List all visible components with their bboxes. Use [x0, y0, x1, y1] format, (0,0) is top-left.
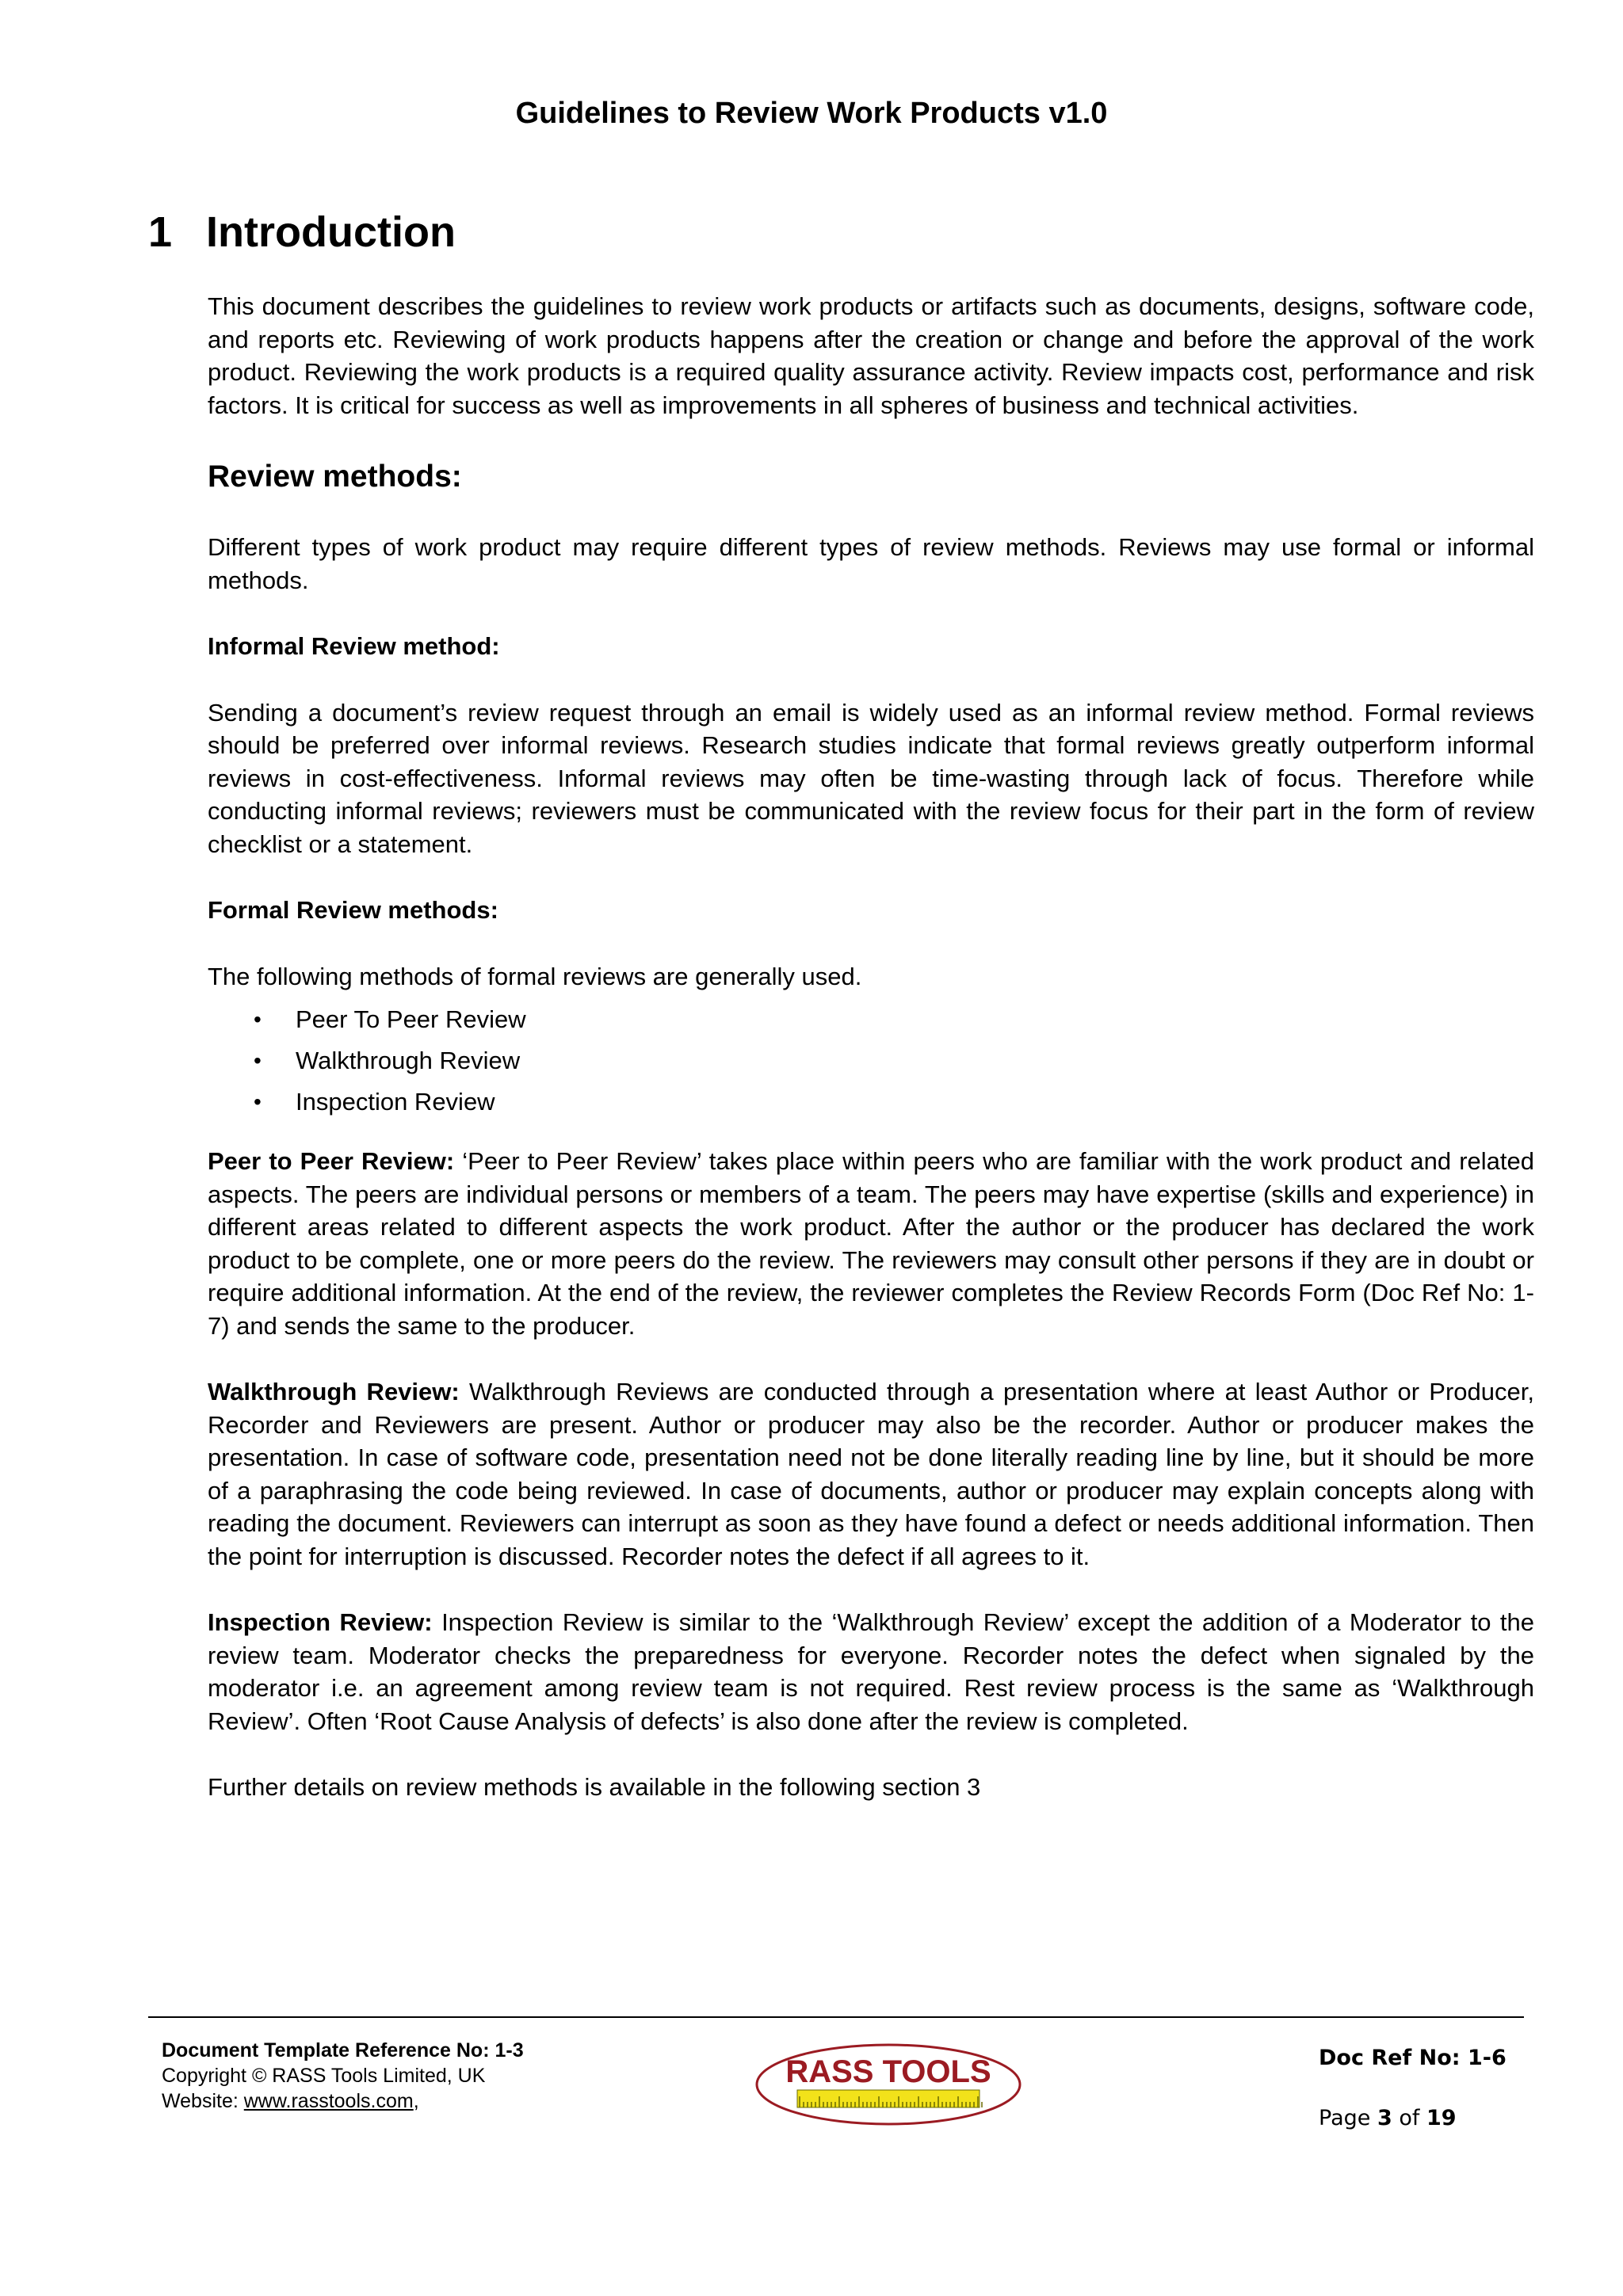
- peer-text: ‘Peer to Peer Review’ takes place within peers who are familiar with the work product and related aspects. The peers are individual persons or members of a team. The peers may have expertise (skills and experience) in different areas related to different aspects the work product. After the author or the producer has declared the work product to be complete, one or more peers do the review. The reviewers may consult other persons if they are in doubt or require additional information. At the end of the review, the reviewer completes the Review Records Form (Doc Ref No: 1-7) and sends the same to the producer.: [208, 1147, 1534, 1340]
- logo-ruler: [797, 2090, 980, 2107]
- informal-heading: Informal Review method:: [208, 632, 500, 660]
- inspection-text: Inspection Review is similar to the ‘Walkthrough Review’ except the addition of a Moderator to the review team. Moderator checks the preparedness for everyone. Recorder notes the defect when signaled by the moderator i.e. an agreement among review team is not required. Rest review process is the same as ‘Walkthrough Review’. Often ‘Root Cause Analysis of defects’ is also done after the review is completed.: [208, 1608, 1534, 1735]
- further-details: Further details on review methods is available in the following section 3: [208, 1773, 981, 1801]
- copyright: Copyright © RASS Tools Limited, UK: [162, 2065, 486, 2087]
- bullet-icon: •: [254, 1089, 262, 1114]
- formal-heading: Formal Review methods:: [208, 896, 498, 924]
- inspection-label: Inspection Review:: [208, 1608, 433, 1636]
- rass-tools-logo: [754, 2041, 1023, 2128]
- chapter-number: 1: [148, 208, 173, 256]
- intro-paragraph: This document describes the guidelines to review work products or artifacts such as documents, designs, software code, and reports etc. Reviewing of work products happens after the creation or change and before the approval of the work product. Reviewing the work products is a required quality assurance activity. Review impacts cost, performance and risk factors. It is critical for success as well as improvements in all spheres of business and technical activities.: [208, 292, 1534, 419]
- doc-ref: Doc Ref No: 1-6: [1319, 2046, 1507, 2070]
- informal-paragraph: Sending a document’s review request through an email is widely used as an informal review method. Formal reviews should be preferred over informal reviews. Research studies indicate that formal reviews greatly outperform informal reviews in cost-effectiveness. Informal reviews may often be time-wasting through lack of focus. Therefore while conducting informal reviews; reviewers must be communicated with the review focus for their part in the form of review checklist or a statement.: [208, 698, 1534, 858]
- review-methods-heading: Review methods:: [208, 460, 462, 494]
- website-line: Website: www.rasstools.com,: [162, 2090, 419, 2112]
- formal-intro: The following methods of formal reviews are generally used.: [208, 962, 862, 990]
- list-item: • Walkthrough Review: [208, 1040, 1534, 1081]
- walkthrough-text: Walkthrough Reviews are conducted through a presentation where at least Author or Producer, Recorder and Reviewers are present. Author or producer may also be the recorder. Author or producer makes the presentation. In case of software code, presentation need not be done literally reading line by line, but it should be more of a paraphrasing the code being reviewed. In case of documents, author or producer may explain concepts along with reading the document. Reviewers can interrupt as soon as they have found a defect or needs additional information. Then the point for interruption is discussed. Recorder notes the defect if all agrees to it.: [208, 1378, 1534, 1570]
- website-link[interactable]: www.rasstools.com: [243, 2090, 414, 2112]
- peer-label: Peer to Peer Review:: [208, 1147, 455, 1175]
- formal-methods-list: [208, 999, 1534, 1123]
- list-item: • Peer To Peer Review: [208, 999, 1534, 1040]
- footer-left: [162, 2038, 524, 2114]
- review-methods-paragraph: Different types of work product may require different types of review methods. Reviews may use formal or informal methods.: [208, 533, 1534, 594]
- bullet-icon: •: [254, 1048, 262, 1073]
- template-reference: Document Template Reference No: 1-3: [162, 2039, 524, 2061]
- bullet-icon: •: [254, 1007, 262, 1032]
- walkthrough-paragraph: [208, 1375, 1534, 1573]
- chapter-heading: [148, 204, 456, 260]
- running-header: Guidelines to Review Work Products v1.0: [515, 97, 1108, 130]
- peer-paragraph: [208, 1145, 1534, 1342]
- walkthrough-label: Walkthrough Review:: [208, 1378, 460, 1405]
- body-content: [208, 290, 1534, 1804]
- chapter-title: Introduction: [206, 208, 456, 256]
- list-item: • Inspection Review: [208, 1081, 1534, 1123]
- footer-divider: [148, 2016, 1524, 2018]
- page-number: Page 3 of 19: [1319, 2106, 1457, 2130]
- inspection-paragraph: [208, 1606, 1534, 1737]
- logo-text: RASS TOOLS: [785, 2054, 991, 2089]
